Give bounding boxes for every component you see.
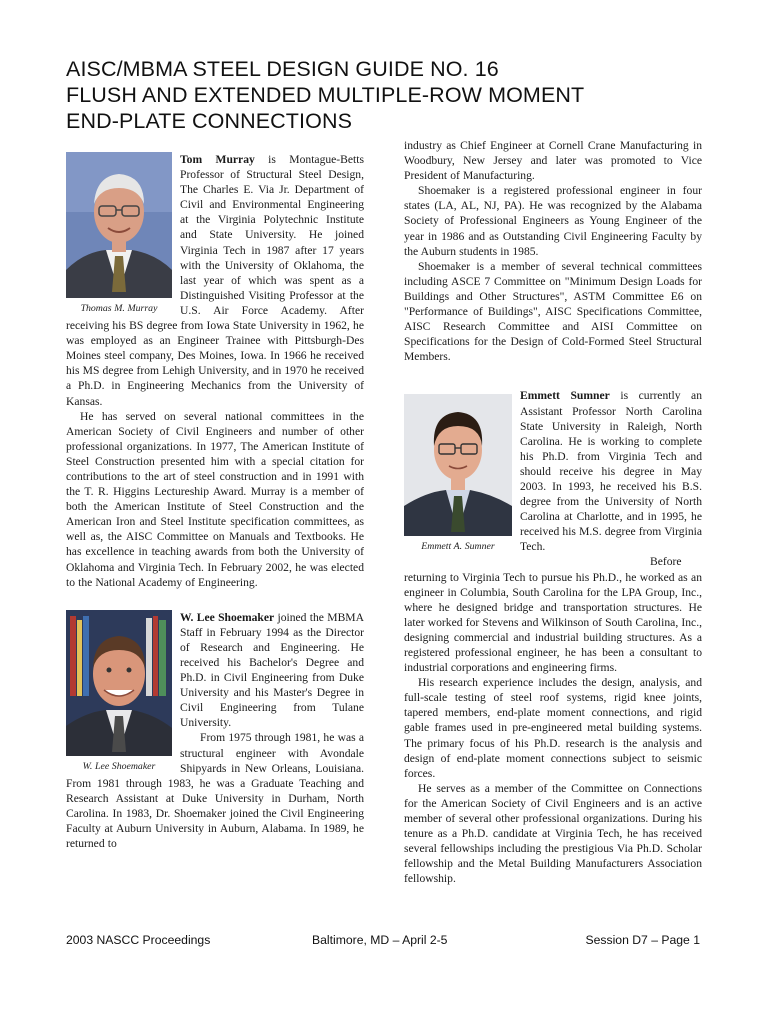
footer-proceedings: 2003 NASCC Proceedings: [66, 933, 211, 947]
shoemaker-bio-p2: From 1975 through 1981, he was a structural engineer with Avondale Shipyards in New Orleans, Louisiana. From 1981 through 1983, he was a Graduate Teaching and Research Assistant at Duke University in Durham, North Carolina. In 1983, Dr. Shoemaker joined the Civil Engineering Faculty at Auburn University in Auburn, Alabama. In 1989, he returned to: [66, 731, 364, 851]
shoemaker-bio-p1: W. Lee Shoemaker joined the MBMA Staff in February 1994 as the Director of Research and Engineering. He received his Bachelor's Degree and Ph.D. in Civil Engineering from Duke University and his Master's Degree in Civil Engineering from Tulane University.: [180, 610, 364, 730]
sumner-bio-p1: Emmett Sumner is currently an Assistant Professor North Carolina State University in Raleigh, North Carolina. He is working to complete his Ph.D. from Virginia Tech and should receive his degree in May 2003. In 1993, he received his B.S. degree from the University of North Carolina at Charlotte, and in 1995, he received his M.S. degree from Virginia Tech.: [520, 389, 702, 554]
shoemaker-name: W. Lee Shoemaker: [180, 610, 275, 624]
sumner-caption: Emmett A. Sumner: [421, 541, 495, 553]
shoemaker-bio-p5: Shoemaker is a member of several technical committees including ASCE 7 Committee on "Minimum Design Loads for Buildings and Other Structures", ASTM Committee E6 on "Performance of Buildings", AISC Specifications Committee, AISC Research Committee and AISI Committee on Specifications for the Design of Cold-Formed Steel Structural Members.: [404, 259, 702, 364]
footer-location-date: Baltimore, MD – April 2-5: [312, 933, 448, 947]
shoemaker-photo-block: [66, 610, 172, 773]
shoemaker-photo: [66, 610, 172, 756]
page-title: [66, 56, 666, 134]
murray-name: Tom Murray: [180, 153, 255, 166]
shoemaker-bio-p3: industry as Chief Engineer at Cornell Crane Manufacturing in Woodbury, New Jersey and later was promoted to Vice President of Manufacturing.: [404, 139, 702, 183]
murray-bio-p2: He has served on several national committees in the American Society of Civil Engineers and number of other professional organizations. In 1977, The American Institute of Steel Construction presented him with a special citation for contributions to the art of steel construction and in 1991 with the T. R. Higgins Lectureship Award. Murray is a member of both the American Institute of Steel Construction and the American Iron and Steel Institute specification committees, as well as, the AISC Committee on Manuals and Textbooks. He has excellence in teaching awards from both the University of Oklahoma and Virginia Tech. In February 2002, he was elected to the National Academy of Engineering.: [66, 409, 364, 589]
page-footer: [66, 933, 702, 949]
murray-caption: Thomas M. Murray: [80, 303, 158, 314]
sumner-name: Emmett Sumner: [520, 389, 610, 403]
right-column: [404, 138, 702, 887]
title-line-1: AISC/MBMA STEEL DESIGN GUIDE NO. 16: [66, 57, 499, 81]
sumner-bio-p3: His research experience includes the design, analysis, and full-scale testing of steel roof systems, rigid knee joints, tapered members, end-plate moment connections, and rigid gable frames used in pre-engineered metal building systems. The primary focus of his Ph.D. research is the analysis and design of end-plate moment connections subject to seismic forces.: [404, 676, 702, 780]
title-line-3: END-PLATE CONNECTIONS: [66, 109, 353, 133]
footer-session-page: Session D7 – Page 1: [585, 933, 700, 947]
shoemaker-caption: W. Lee Shoemaker: [82, 760, 156, 772]
murray-photo-block: [66, 152, 172, 315]
sumner-bio-p4: He serves as a member of the Committee on Connections for the American Society of Civil Engineers and is an active member of several other professional organizations. During his tenure as a Ph.D. candidate at Virginia Tech, he has received several fellowships including the prestigious Via Ph.D. Scholar fellowship and the Metal Building Manufacturers Association fellowship.: [404, 781, 702, 886]
sumner-photo-block: [404, 394, 512, 553]
sumner-bio-p2: Before returning to Virginia Tech to pursue his Ph.D., he worked as an engineer in Columbia, South Carolina for the LPA Group, Inc., where he designed bridge and transportation structures. He later worked for Stevens and Wilkinson of South Carolina, Inc., designing commercial and industrial building structures. As a registered professional engineer, he has been a consultant to industrial corporations and engineering firms.: [404, 555, 702, 675]
title-line-2: FLUSH AND EXTENDED MULTIPLE-ROW MOMENT: [66, 83, 585, 107]
left-column: [66, 152, 364, 851]
murray-bio-p1: Tom Murray is Montague-Betts Professor of Structural Steel Design, The Charles E. Via Jr. Department of Civil and Environmental Engineering at the Virginia Polytechnic Institute and State University. He joined Virginia Tech in 1987 after 17 years with the University of Oklahoma, the last year of which was spent as a Distinguished Visiting Professor at the U.S. Air Force Academy. After receiving his BS degree from Iowa State University in 1962, he was employed as an Engineer Trainee with Pittsburgh-Des Moines steel company, Des Moines, Iowa. In 1966 he received his MS degree from Lehigh University, and in 1970 he received a Ph.D. in Engineering Mechanics from the University of Kansas.: [66, 153, 365, 408]
sumner-photo: [404, 394, 512, 536]
murray-photo: [66, 152, 172, 298]
shoemaker-bio-p4: Shoemaker is a registered professional engineer in four states (LA, AL, NJ, PA). He was recognized by the Alabama Society of Professional Engineers as Young Engineer of the year in 1986 and as Outstanding Civil Engineering Faculty by the Auburn students in 1985.: [404, 184, 702, 258]
